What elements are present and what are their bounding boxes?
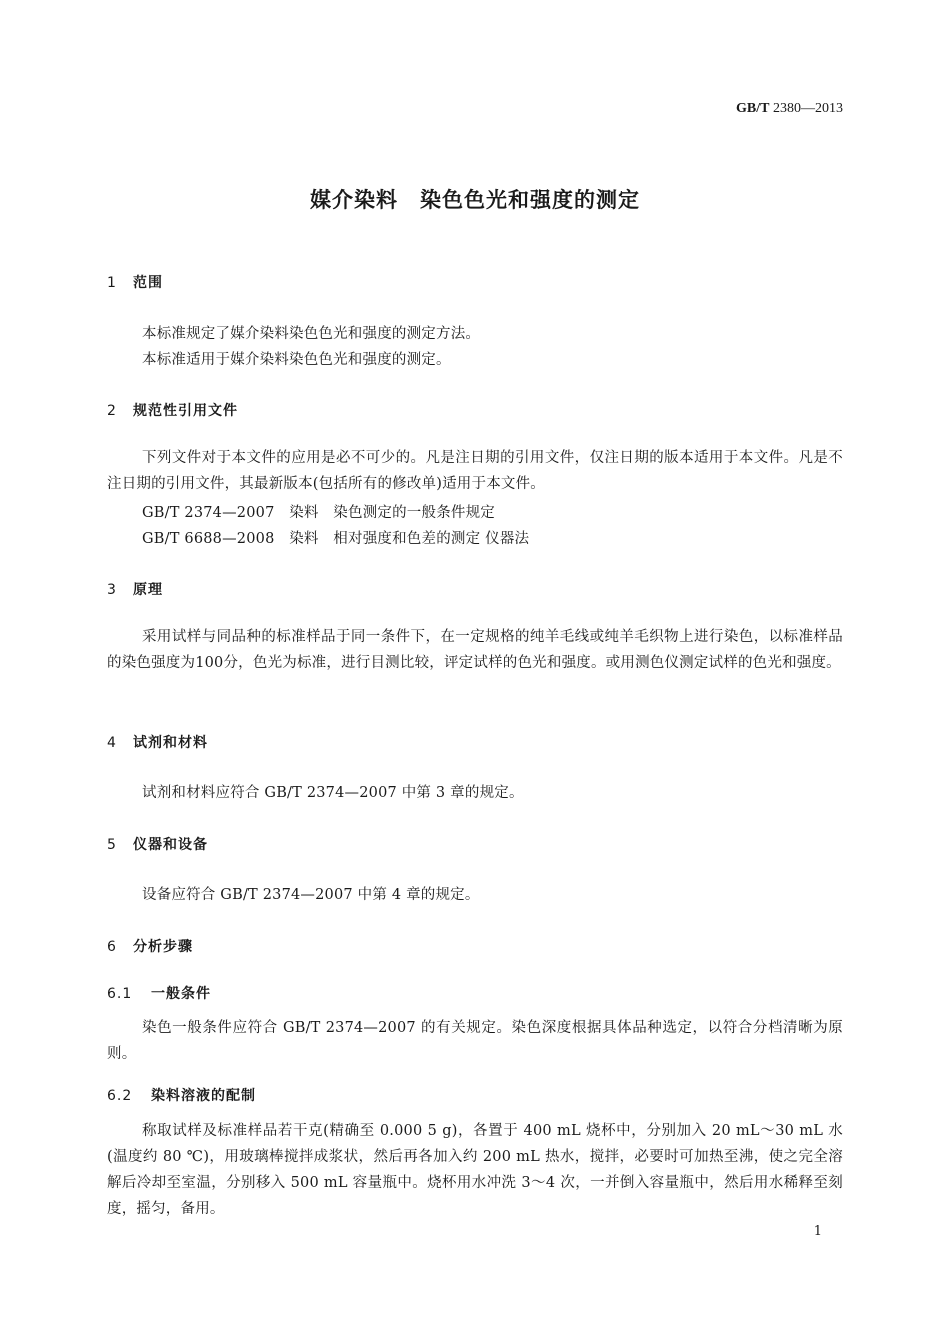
section-number: 1 (107, 275, 117, 291)
section-title: 试剂和材料 (133, 735, 208, 751)
section-2-heading (107, 400, 238, 420)
section-1-paragraph-2: 本标准适用于媒介染料染色色光和强度的测定。 (142, 352, 451, 368)
section-number: 6.2 (107, 1088, 133, 1104)
section-6-2-paragraph: 称取试样及标准样品若干克(精确至 0.000 5 g)，各置于 400 mL 烧杯中，分别加入 20 mL～30 mL 水(温度约 80 ℃)，用玻璃棒搅拌成浆状，然后再各加入约 200 mL 热水，搅拌，必要时可加热至沸，使之完全溶解后冷却至室温，分别移入 500 mL 容量瓶中。烧杯用水冲洗 3～4 次，一并倒入容量瓶中，然后用水稀释至刻度，摇匀，备用。 (107, 1123, 843, 1217)
section-3-heading (107, 579, 163, 599)
section-title: 分析步骤 (133, 939, 193, 955)
standard-code (736, 101, 843, 117)
section-number: 3 (107, 582, 117, 598)
section-6-2-heading (107, 1085, 256, 1105)
reference-1: GB/T 2374—2007 染料 染色测定的一般条件规定 (142, 505, 496, 521)
section-title: 原理 (133, 582, 163, 598)
section-title: 规范性引用文件 (133, 403, 238, 419)
document-title: 媒介染料 染色色光和强度的测定 (310, 188, 640, 212)
section-5-heading (107, 834, 208, 854)
section-number: 5 (107, 837, 117, 853)
section-number: 6.1 (107, 986, 133, 1002)
standard-code-prefix: GB/T (736, 101, 770, 116)
section-title: 一般条件 (151, 986, 211, 1002)
section-title: 染料溶液的配制 (151, 1088, 256, 1104)
section-4-paragraph: 试剂和材料应符合 GB/T 2374—2007 中第 3 章的规定。 (142, 785, 524, 801)
section-number: 4 (107, 735, 117, 751)
section-3-paragraph: 采用试样与同品种的标准样品于同一条件下，在一定规格的纯羊毛线或纯羊毛织物上进行染色，以标准样品的染色强度为100分，色光为标准，进行目测比较，评定试样的色光和强度。或用测色仪测定试样的色光和强度。 (107, 629, 843, 671)
section-number: 6 (107, 939, 117, 955)
section-1-paragraph-1: 本标准规定了媒介染料染色色光和强度的测定方法。 (142, 326, 481, 342)
section-5-paragraph: 设备应符合 GB/T 2374—2007 中第 4 章的规定。 (142, 887, 480, 903)
section-title: 范围 (133, 275, 163, 291)
section-4-heading (107, 732, 208, 752)
section-6-1-paragraph: 染色一般条件应符合 GB/T 2374—2007 的有关规定。染色深度根据具体品种选定，以符合分档清晰为原则。 (107, 1020, 843, 1062)
section-6-heading (107, 936, 193, 956)
section-number: 2 (107, 403, 117, 419)
page-number: 1 (813, 1224, 822, 1239)
section-title: 仪器和设备 (133, 837, 208, 853)
section-1-heading (107, 272, 163, 292)
standard-code-number: 2380—2013 (773, 101, 843, 116)
section-2-paragraph: 下列文件对于本文件的应用是必不可少的。凡是注日期的引用文件，仅注日期的版本适用于本文件。凡是不注日期的引用文件，其最新版本(包括所有的修改单)适用于本文件。 (107, 450, 843, 492)
reference-2: GB/T 6688—2008 染料 相对强度和色差的测定 仪器法 (142, 531, 530, 547)
section-6-1-heading (107, 983, 211, 1003)
